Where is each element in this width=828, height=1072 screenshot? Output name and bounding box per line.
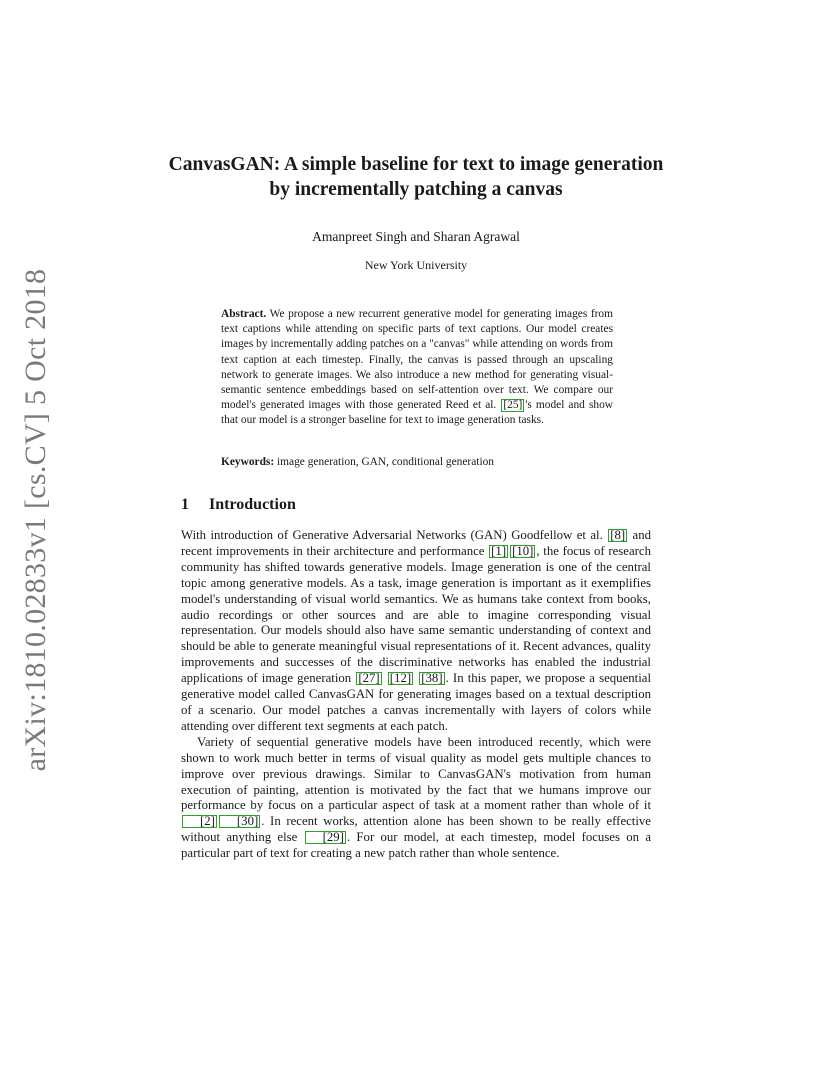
paragraph-text: , the focus of research community has shifted towards generative models. Image generation is one of the central topic among generative models. As a task, image generation is important as it exemplifies model's understanding of visual world semantics. We as humans take context from books, audio recordings or other sources and are able to imagine corresponding visual representation. Our models should also have same semantic understanding of context and should be able to generate meaningful visual representations of it. Recent advances, quality improvements and successes of the discriminative networks has enabled the industrial applications of image generation	[181, 543, 651, 686]
paragraph-text: . In this paper, we propose a sequential generative model called CanvasGAN for generating images based on a textual description of a scenario. Our model patches a canvas incrementally with layers of colors while attending over different text segments at each patch.	[181, 671, 651, 733]
paper-authors: Amanpreet Singh and Sharan Agrawal	[312, 229, 520, 244]
section-title: Introduction	[209, 496, 296, 513]
citation-link[interactable]: [29]	[305, 831, 346, 844]
paragraph	[181, 735, 651, 862]
section-number: 1	[181, 496, 189, 513]
citation-link[interactable]: [38]	[421, 671, 443, 686]
paragraph-text: . For our model, at each timestep, model focuses on a particular part of text for creating a new patch rather than whole sentence.	[181, 830, 651, 861]
paper-affiliation: New York University	[364, 258, 468, 272]
citation-link[interactable]: [27]	[358, 671, 380, 686]
citation-link[interactable]: [12]	[389, 671, 412, 686]
citation-link[interactable]: [30]	[219, 815, 260, 828]
paragraph-text: and recent improvements in their architecture and performance	[181, 528, 652, 558]
abstract-text-end: 's model and show that our model is a stronger baseline for text to image generation tasks.	[221, 399, 613, 427]
citation-link[interactable]: [2]	[182, 815, 217, 828]
citation-link[interactable]: [1]	[491, 543, 507, 558]
citation-link[interactable]: [8]	[610, 528, 626, 542]
paper-title: CanvasGAN: A simple baseline for text to image generation by incrementally patching a canvas	[168, 154, 664, 200]
citation-link[interactable]: [10]	[512, 543, 534, 558]
paragraph-text: Variety of sequential generative models have been introduced recently, which were shown to work much better in terms of visual quality as model gets multiple chances to improve over previous drawings. Similar to CanvasGAN's motivation from human execution of painting, attention is motivated by the fact that we humans improve our performance by focus on a particular aspect of task at a moment rather than whole of it	[181, 734, 651, 813]
abstract	[221, 307, 613, 429]
keywords	[221, 455, 613, 470]
keywords-label: Keywords:	[221, 456, 275, 468]
section-heading	[181, 494, 296, 516]
paragraph-text: . In recent works, attention alone has been shown to be really effective without anything else	[181, 814, 651, 845]
abstract-text: We propose a new recurrent generative model for generating images from text captions while attending on specific parts of text captions. Our model creates images by incrementally adding patches on a "canvas" while attending on words from text caption at each timestep. Finally, the canvas is passed through an upscaling network to generate images. We also introduce a new method for generating visual-semantic sentence embeddings based on self-attention over text. We compare our model's generated images with those generated Reed et al.	[221, 308, 613, 412]
arxiv-identifier: arXiv:1810.02833v1 [cs.CV] 5 Oct 2018	[19, 268, 52, 772]
section-body	[181, 528, 651, 862]
citation-link[interactable]: [25]	[503, 399, 523, 412]
abstract-label: Abstract.	[221, 308, 267, 320]
paragraph-text: With introduction of Generative Adversarial Networks (GAN) Goodfellow et al.	[181, 528, 603, 542]
paragraph	[181, 528, 651, 735]
keywords-text: image generation, GAN, conditional generation	[277, 456, 494, 468]
